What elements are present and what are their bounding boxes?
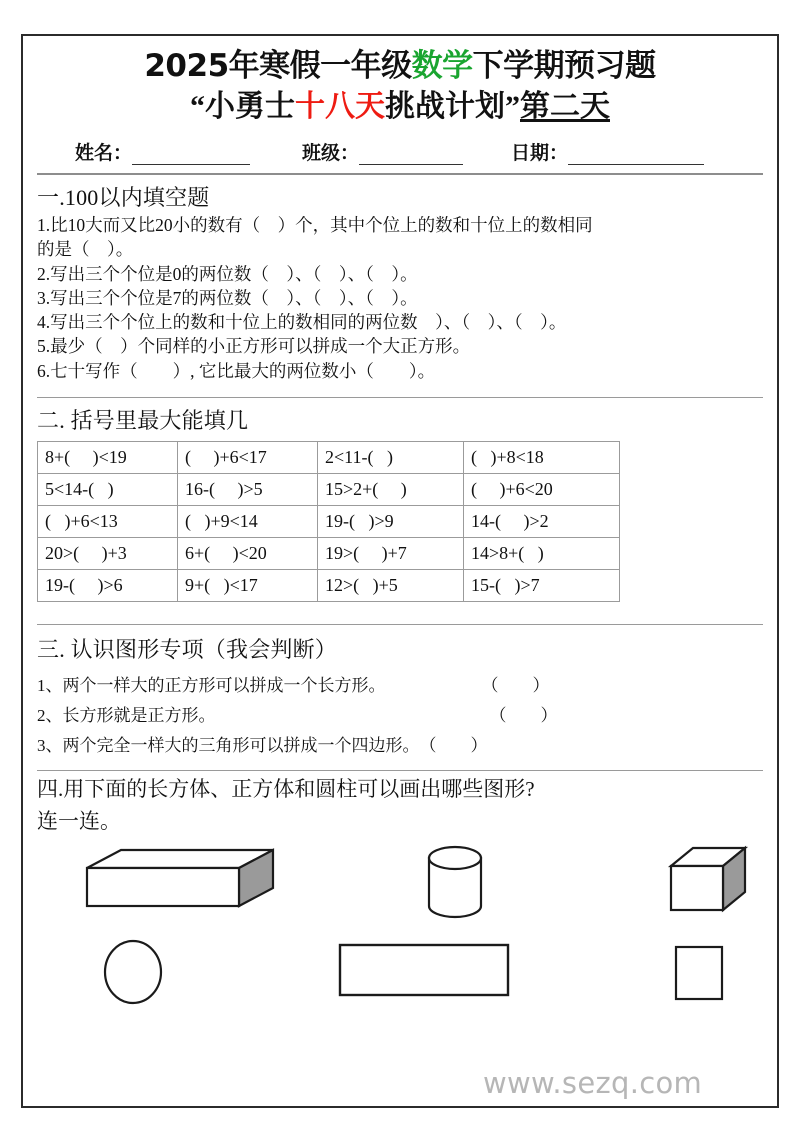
table-cell[interactable]: 14-( )>2 (464, 505, 620, 537)
question-item: 4.写出三个个位上的数和十位上的数相同的两位数 ）、（ ）、（ ）。 (37, 312, 567, 333)
judgement-answer-blank[interactable]: （ ） (481, 675, 550, 695)
table-cell[interactable]: 2<11-( ) (318, 441, 464, 473)
table-cell[interactable]: 6+( )<20 (178, 537, 318, 569)
date-field-group (511, 138, 704, 165)
class-input[interactable] (359, 147, 463, 165)
name-field-group (75, 138, 250, 165)
section-4 (23, 777, 777, 1040)
table-cell[interactable]: 12>( )+5 (318, 569, 464, 601)
table-row (38, 569, 620, 601)
table-row (38, 537, 620, 569)
name-input[interactable] (132, 147, 250, 165)
judgement-text: 3、两个完全一样大的三角形可以拼成一个四边形。 (37, 735, 420, 755)
worksheet-page (21, 34, 779, 1108)
subtitle-highlight-days: 十八天 (295, 89, 385, 123)
name-label: 姓名： (75, 143, 133, 165)
table-cell[interactable]: ( )+8<18 (464, 441, 620, 473)
table-cell[interactable]: 9+( )<17 (178, 569, 318, 601)
cube-shape[interactable] (665, 844, 757, 924)
judgement-text: 1、两个一样大的正方形可以拼成一个长方形。 (37, 675, 386, 695)
table-cell[interactable]: 19>( )+7 (318, 537, 464, 569)
question-item: 的是（ ）。 (37, 239, 134, 260)
question-item: 2.写出三个个位是0的两位数（ ）、（ ）、（ ）。 (37, 263, 418, 284)
title-part-1: 2025年寒假一年级 (144, 48, 412, 84)
section-3-heading: 三. 认识图形专项（我会判断） (37, 636, 338, 662)
page-title (23, 50, 777, 83)
table-cell[interactable]: 15>2+( ) (318, 473, 464, 505)
section-2 (23, 404, 777, 435)
judgement-item (37, 707, 767, 724)
judgement-item (37, 737, 767, 754)
question-item: 1.比10大而又比20小的数有（ ）个，其中个位上的数和十位上的数相同 (37, 215, 593, 236)
judgement-answer-blank[interactable]: （ ） (419, 735, 488, 755)
section-1-questions (37, 214, 767, 383)
date-input[interactable] (568, 147, 704, 165)
rectangle-shape[interactable] (337, 942, 517, 1002)
judgement-item (37, 677, 767, 694)
question-item: 5.最少（ ）个同样的小正方形可以拼成一个大正方形。 (37, 336, 471, 357)
cylinder-shape[interactable] (415, 842, 495, 926)
section-1-heading: 一.100以内填空题 (37, 185, 210, 211)
subtitle-part-1: “小勇士 (190, 89, 295, 123)
class-label: 班级： (302, 143, 360, 165)
table-cell[interactable]: 19-( )>6 (38, 569, 178, 601)
cuboid-shape[interactable] (83, 846, 283, 916)
square-shape[interactable] (673, 944, 743, 1014)
table-row (38, 505, 620, 537)
divider-after-section-2 (37, 624, 763, 625)
judgement-text: 2、长方形就是正方形。 (37, 705, 216, 725)
class-field-group (302, 138, 463, 165)
table-cell[interactable]: 20>( )+3 (38, 537, 178, 569)
table-cell[interactable]: ( )+6<20 (464, 473, 620, 505)
judgement-answer-blank[interactable]: （ ） (489, 705, 558, 725)
section-4-heading-line-2: 连一连。 (37, 808, 121, 833)
table-cell[interactable]: 15-( )>7 (464, 569, 620, 601)
subtitle-day-number: 第二天 (520, 89, 610, 123)
section-4-heading-line-1: 四.用下面的长方体、正方体和圆柱可以画出哪些图形? (37, 776, 535, 801)
inequality-table (37, 441, 620, 602)
table-cell[interactable]: 16-( )>5 (178, 473, 318, 505)
date-label: 日期： (511, 143, 569, 165)
watermark: www.sezq.com (483, 1066, 703, 1100)
table-cell[interactable]: 8+( )<19 (38, 441, 178, 473)
student-info-row (23, 138, 777, 165)
question-item: 6.七十写作（ ）, 它比最大的两位数小（ ）。 (37, 360, 436, 381)
title-highlight-math: 数学 (411, 48, 473, 84)
table-cell[interactable]: 19-( )>9 (318, 505, 464, 537)
section-1 (23, 181, 777, 383)
divider-after-meta (37, 173, 763, 175)
table-cell[interactable]: ( )+6<17 (178, 441, 318, 473)
circle-shape[interactable] (93, 936, 173, 1008)
title-part-2: 下学期预习题 (472, 48, 656, 84)
subtitle-part-2: 挑战计划” (385, 89, 520, 123)
table-row (38, 441, 620, 473)
shapes-matching-area (37, 840, 767, 1040)
table-cell[interactable]: 14>8+( ) (464, 537, 620, 569)
section-3 (23, 633, 777, 754)
section-2-heading: 二. 括号里最大能填几 (37, 407, 249, 433)
question-item: 3.写出三个个位是7的两位数（ ）、（ ）、（ ）。 (37, 287, 418, 308)
table-cell[interactable]: ( )+9<14 (178, 505, 318, 537)
table-cell[interactable]: 5<14-( ) (38, 473, 178, 505)
divider-after-section-3 (37, 770, 763, 771)
table-cell[interactable]: ( )+6<13 (38, 505, 178, 537)
divider-after-section-1 (37, 397, 763, 398)
table-row (38, 473, 620, 505)
section-2-table-wrap (23, 437, 777, 602)
page-subtitle (23, 91, 777, 123)
